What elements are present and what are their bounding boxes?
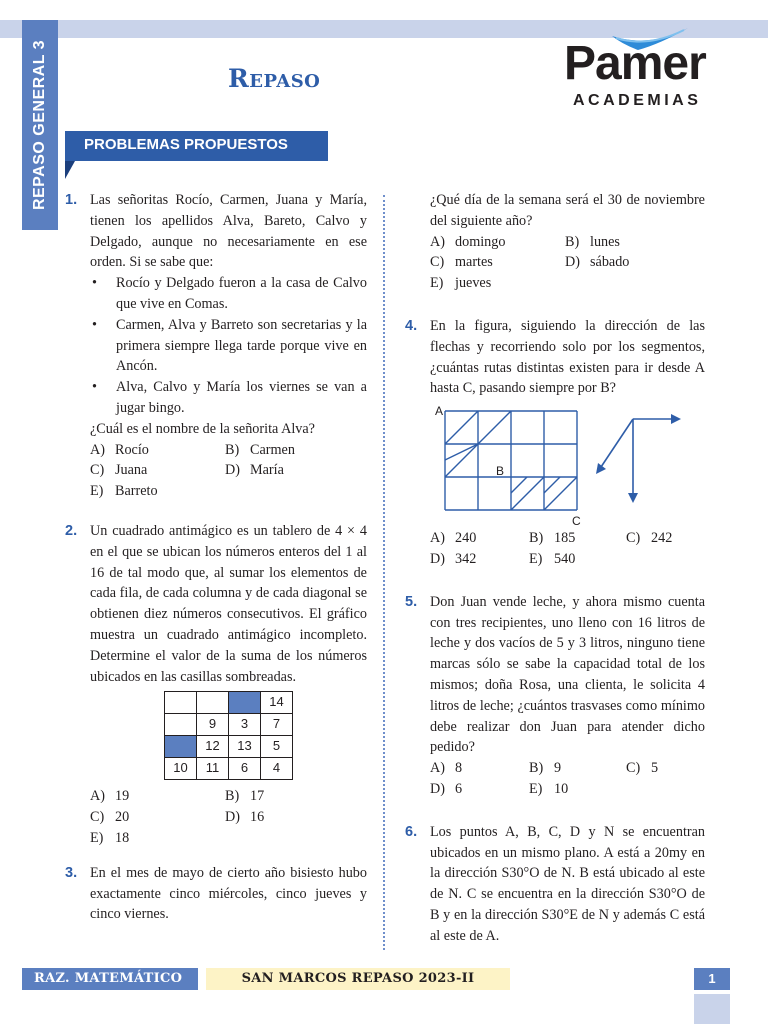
footer-decoration	[694, 994, 730, 1024]
option-e: E) 10	[529, 780, 569, 797]
arrow-down-icon	[628, 493, 638, 503]
problem-4	[405, 316, 705, 399]
option-e: E) 18	[90, 829, 130, 846]
banner-tail	[65, 161, 75, 179]
problem-number: 5.	[405, 593, 418, 610]
footer-course	[206, 968, 510, 990]
logo-name: Pamer	[564, 37, 706, 90]
grid-cell: 14	[261, 692, 293, 714]
arrow-right-icon	[671, 414, 681, 424]
problem-text: En el mes de mayo de cierto año bisiesto hubo exactamente cinco miércoles, cinco jueves y cinco viernes.	[90, 864, 367, 923]
problem-number: 4.	[405, 317, 418, 334]
problem-text: En la figura, siguiendo la dirección de las flechas y recorriendo solo por los segmentos, ¿cuántas rutas distintas existen para ir desde A hasta C, pasando siempre por B?	[430, 317, 705, 397]
grid-cell	[165, 692, 197, 714]
option-d: D) 6	[430, 780, 463, 797]
problem-number: 1.	[65, 192, 78, 208]
section-title: PROBLEMAS PROPUESTOS	[84, 136, 288, 153]
grid-cell: 4	[261, 758, 293, 780]
option-b: B) 185	[529, 530, 576, 547]
problem-question: ¿Qué día de la semana será el 30 de noviembre del siguiente año?	[430, 192, 705, 229]
grid-cell: 6	[229, 758, 261, 780]
page-number	[694, 968, 730, 990]
grid-cell	[165, 714, 197, 736]
footer-course-label: SAN MARCOS REPASO 2023-II	[241, 971, 475, 986]
option-e: E) 540	[529, 550, 576, 567]
problem-text: Don Juan vende leche, y ahora mismo cuenta con tres recipientes, uno lleno con 16 litros de leche y dos vacíos de 5 y 3 litros, ninguno tiene marcas sólo se sabe la capacidad total de los mismos; doña Rosa, una clienta, le solicita 4 litros de leche; ¿cuántos trasvases como mínimo debe realizar don Juan para atender dicho pedido?	[430, 593, 705, 756]
problem-number: 3.	[65, 864, 78, 881]
condition-item: • Alva, Calvo y María los viernes se van a jugar bingo.	[90, 377, 367, 419]
footer-subject-label: RAZ. MATEMÁTICO	[34, 971, 183, 986]
grid-cell: 13	[229, 736, 261, 758]
option-d: D) 342	[430, 550, 477, 567]
route-figure	[405, 403, 705, 529]
problem-text: Los puntos A, B, C, D y N se encuentran ubicados en un mismo plano. A está a 20my en la dirección S30°O de N. B está ubicado al este de N. C se encuentra en la dirección S30°O de B y en la dirección S30°E de N y además C está al este de A.	[430, 823, 705, 944]
problem-2	[65, 521, 367, 849]
left-column	[65, 190, 367, 925]
grid-cell: 10	[165, 758, 197, 780]
option-e: E) jueves	[430, 275, 492, 292]
option-a: A) domingo	[430, 233, 506, 250]
problem-1	[65, 190, 367, 502]
footer-subject	[22, 968, 198, 990]
logo-subtitle: ACADEMIAS	[573, 92, 702, 109]
problem-5	[405, 592, 705, 800]
grid-cell: 11	[197, 758, 229, 780]
grid-cell: 7	[261, 714, 293, 736]
problem-4-options	[405, 528, 705, 570]
answer-options	[430, 232, 705, 294]
option-c: C) 20	[90, 809, 130, 826]
option-b: B) lunes	[565, 233, 620, 250]
grid-cell: 3	[229, 714, 261, 736]
shaded-cell	[165, 736, 197, 758]
problem-3	[65, 863, 367, 925]
grid-cell: 5	[261, 736, 293, 758]
page-title: Repaso	[228, 64, 321, 93]
answer-options	[90, 440, 367, 502]
point-c-label: C	[572, 514, 581, 529]
side-tab	[22, 20, 58, 230]
option-e: E) Barreto	[90, 483, 158, 500]
option-a: A) Rocío	[90, 441, 149, 458]
problem-text: Las señoritas Rocío, Carmen, Juana y María, tienen los apellidos Alva, Bareto, Calvo y Delgado, aunque no necesariamente en ese orden. Si se sabe que:	[90, 192, 367, 271]
grid-cell	[197, 692, 229, 714]
problem-6	[405, 822, 705, 947]
option-d: D) sábado	[565, 254, 630, 271]
option-a: A) 19	[90, 788, 130, 805]
right-column	[405, 190, 705, 947]
answer-options	[430, 528, 705, 570]
answer-options	[90, 786, 367, 848]
option-d: D) María	[225, 462, 284, 479]
conditions-list	[90, 273, 367, 419]
grid-cell: 9	[197, 714, 229, 736]
option-c: C) martes	[430, 254, 493, 271]
section-banner	[65, 131, 328, 161]
page-number-label: 1	[708, 971, 716, 986]
antimagic-square	[164, 691, 293, 780]
option-a: A) 240	[430, 530, 477, 547]
arrow-diagonal-icon	[596, 463, 606, 474]
shaded-cell	[229, 692, 261, 714]
problem-question: ¿Cuál es el nombre de la señorita Alva?	[90, 420, 315, 437]
option-b: B) 17	[225, 788, 265, 805]
answer-options	[430, 758, 705, 800]
option-c: C) 5	[626, 760, 659, 777]
problem-text: Un cuadrado antimágico es un tablero de 4 × 4 en el que se ubican los números enteros del 1 al 16 de tal modo que, al sumar los elementos de cada fila, de cada columna y de cada diagonal se obtienen diez números consecutivos. El gráfico muestra un cuadrado antimágico incompleto. Determine el valor de la suma de los números ubicados en las casillas sombreadas.	[90, 522, 367, 685]
option-a: A) 8	[430, 760, 463, 777]
grid-cell: 12	[197, 736, 229, 758]
route-grid-diagram	[405, 403, 705, 525]
option-b: B) Carmen	[225, 441, 295, 458]
problem-3-continued	[405, 190, 705, 294]
problem-number: 6.	[405, 823, 418, 840]
point-b-label: B	[496, 464, 505, 479]
condition-item: • Carmen, Alva y Barreto son secretarias y la primera siempre llega tarde porque vive en Ancón.	[90, 315, 367, 377]
option-b: B) 9	[529, 760, 562, 777]
column-divider	[383, 195, 385, 950]
option-c: C) 242	[626, 530, 673, 547]
pamer-logo	[560, 24, 740, 114]
point-a-label: A	[435, 404, 444, 419]
side-tab-label: REPASO GENERAL 3	[31, 39, 48, 211]
option-d: D) 16	[225, 809, 265, 826]
problem-number: 2.	[65, 522, 78, 539]
condition-item: • Rocío y Delgado fueron a la casa de Calvo que vive en Comas.	[90, 273, 367, 315]
option-c: C) Juana	[90, 462, 148, 479]
